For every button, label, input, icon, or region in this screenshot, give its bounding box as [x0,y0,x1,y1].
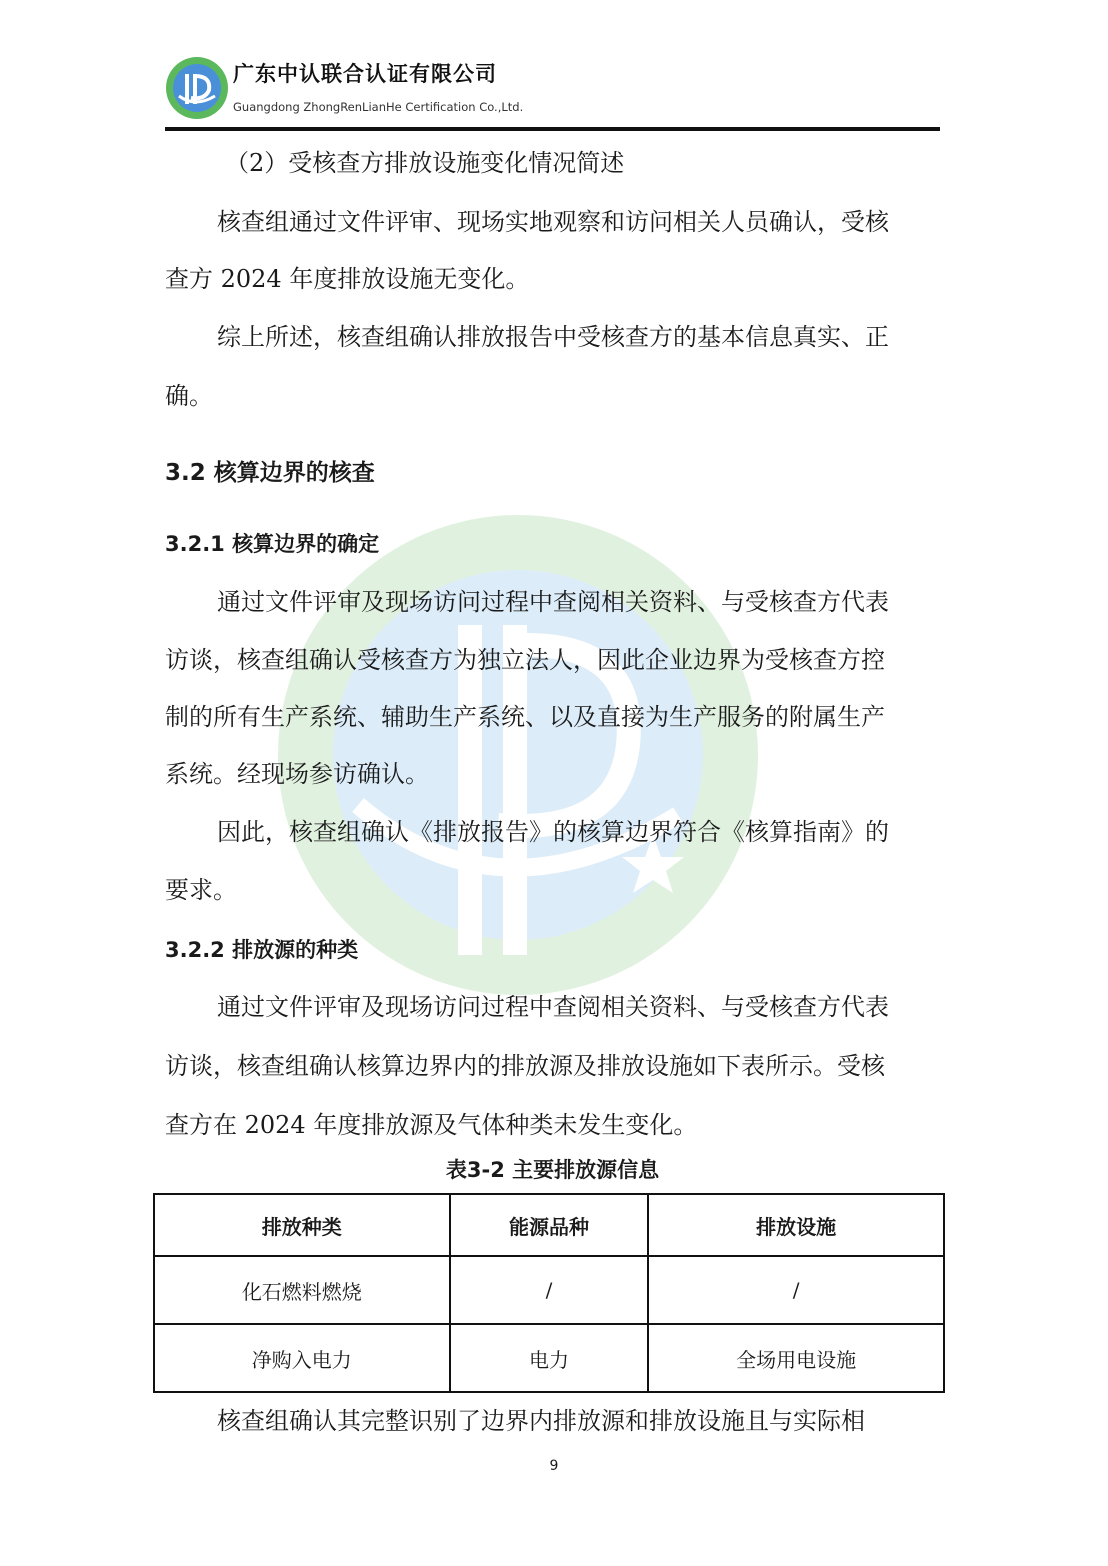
section-heading-3-2-2: 3.2.2 排放源的种类 [165,938,359,962]
subsection-heading: （2）受核查方排放设施变化情况简述 [225,149,625,177]
paragraph-line: 核查组通过文件评审、现场实地观察和访问相关人员确认，受核 [217,208,889,236]
table-caption: 表3-2 主要排放源信息 [445,1158,660,1182]
table-header-cell: 能源品种 [450,1194,649,1256]
table-header-cell: 排放设施 [648,1194,944,1256]
page-number: 9 [549,1458,559,1474]
table-row [154,1256,944,1324]
page-header [165,52,940,132]
paragraph-line: 核查组确认其完整识别了边界内排放源和排放设施且与实际相 [217,1407,865,1435]
table-cell: 电力 [450,1324,649,1392]
paragraph-line: 访谈，核查组确认受核查方为独立法人，因此企业边界为受核查方控 [165,646,885,674]
table-header-cell: 排放种类 [154,1194,450,1256]
table-cell: 化石燃料燃烧 [154,1256,450,1324]
table-row [154,1324,944,1392]
paragraph-line: 因此，核查组确认《排放报告》的核算边界符合《核算指南》的 [217,818,889,846]
section-heading-3-2-1: 3.2.1 核算边界的确定 [165,532,380,556]
company-logo-icon [165,56,229,120]
emission-source-table [153,1193,945,1393]
company-name-cn: 广东中认联合认证有限公司 [233,62,497,86]
paragraph-line: 综上所述，核查组确认排放报告中受核查方的基本信息真实、正 [217,323,889,351]
table-cell: 全场用电设施 [648,1324,944,1392]
table-cell: / [450,1256,649,1324]
paragraph-line: 确。 [165,382,213,410]
table-header-row [154,1194,944,1256]
company-name-en: Guangdong ZhongRenLianHe Certification Co.,Ltd. [233,100,524,114]
paragraph-line: 制的所有生产系统、辅助生产系统、以及直接为生产服务的附属生产 [165,703,885,731]
paragraph-line: 查方 2024 年度排放设施无变化。 [165,265,530,293]
paragraph-line: 查方在 2024 年度排放源及气体种类未发生变化。 [165,1111,698,1139]
paragraph-line: 要求。 [165,876,237,904]
paragraph-line: 通过文件评审及现场访问过程中查阅相关资料、与受核查方代表 [217,588,889,616]
header-divider [165,127,940,131]
paragraph-line: 访谈，核查组确认核算边界内的排放源及排放设施如下表所示。受核 [165,1052,885,1080]
paragraph-line: 通过文件评审及现场访问过程中查阅相关资料、与受核查方代表 [217,993,889,1021]
watermark-seal-icon [268,505,768,1005]
table-cell: / [648,1256,944,1324]
table-cell: 净购入电力 [154,1324,450,1392]
section-heading-3-2: 3.2 核算边界的核查 [165,460,375,486]
paragraph-line: 系统。经现场参访确认。 [165,760,429,788]
